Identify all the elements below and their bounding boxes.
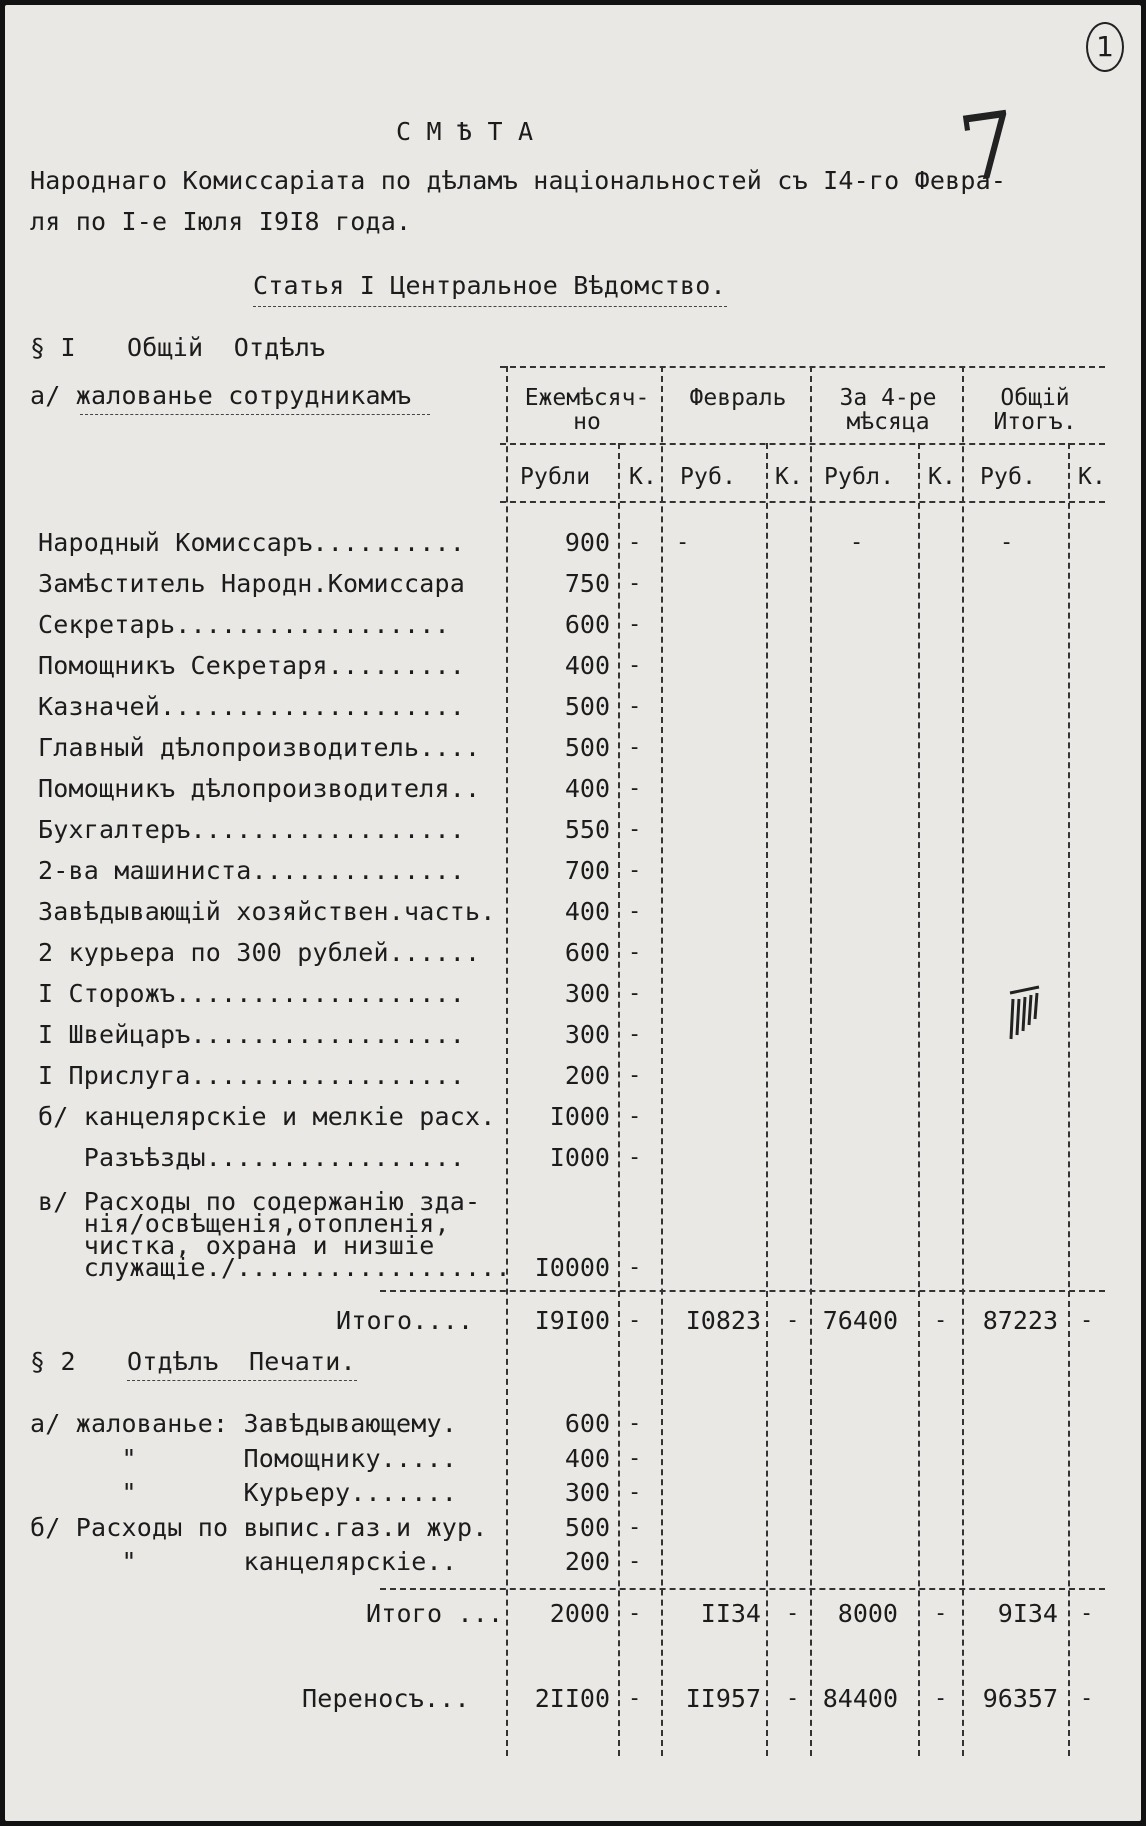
carry-over-four-months-kop: - <box>934 1686 948 1711</box>
page-number: 1 <box>1086 22 1124 72</box>
section1-kop: - <box>628 735 642 760</box>
section1-kop: - <box>628 694 642 719</box>
section1-total-four-months: 76400 <box>822 1306 898 1335</box>
building-kop: - <box>628 1255 642 1280</box>
header-kop-1: К. <box>629 464 658 490</box>
section1-amount: 400 <box>564 651 610 680</box>
header-rub-4: Руб. <box>980 464 1037 490</box>
section1-total-total: 87223 <box>982 1306 1058 1335</box>
article-underline <box>253 306 727 307</box>
section2-total-four-months-kop: - <box>934 1601 948 1626</box>
header-monthly: Ежемѣсяч- но <box>524 385 650 435</box>
section1-label: Помощникъ дѣлопроизводителя.. <box>38 774 481 803</box>
salary-heading-underline <box>80 414 430 415</box>
section1-label: Разъѣзды................. <box>38 1143 466 1172</box>
section1-amount: 600 <box>564 938 610 967</box>
header-rub-2: Руб. <box>680 464 737 490</box>
table-top-rule <box>500 366 1105 368</box>
section1-total-kop: - <box>1000 530 1014 555</box>
section1-amount: 550 <box>564 815 610 844</box>
section1-kop: - <box>628 899 642 924</box>
section1-label: 2 курьера по 300 рублей...... <box>38 938 481 967</box>
section1-label: Завѣдывающій хозяйствен.часть. <box>38 897 496 926</box>
section1-four-kop: - <box>850 530 864 555</box>
building-line2: нія/освѣщенія,отопленія, <box>38 1209 450 1238</box>
grid-col-total <box>962 366 964 1756</box>
grid-col-february-kop <box>766 443 768 1756</box>
section1-total-rule <box>380 1290 1105 1292</box>
building-line3: чистка, охрана и низшіе <box>38 1231 435 1260</box>
section1-label: Бухгалтеръ.................. <box>38 815 466 844</box>
building-amount: I0000 <box>534 1253 610 1282</box>
section1-amount: 200 <box>564 1061 610 1090</box>
section2-kop: - <box>628 1480 642 1505</box>
section2-total-monthly-kop: - <box>628 1601 642 1626</box>
carry-over-label: Переносъ... <box>302 1684 470 1713</box>
section2-kop: - <box>628 1411 642 1436</box>
section2-total-february-kop: - <box>786 1601 800 1626</box>
section1-feb-kop: - <box>676 530 690 555</box>
carry-over-monthly: 2II00 <box>534 1684 610 1713</box>
section2-amount: 300 <box>564 1478 610 1507</box>
section2-label: " канцелярскіе.. <box>30 1547 458 1576</box>
section2-label: б/ Расходы по выпис.газ.и жур. <box>30 1512 488 1542</box>
section1-amount: 500 <box>564 733 610 762</box>
section2-label: а/ жалованье: Завѣдывающему. <box>30 1409 458 1438</box>
section1-kop: - <box>628 530 642 555</box>
section2-total-monthly: 2000 <box>549 1599 610 1628</box>
header-kop-4: К. <box>1078 464 1107 490</box>
document-title: С М Ѣ Т А <box>396 117 534 146</box>
section2-label: " Курьеру....... <box>30 1478 458 1507</box>
carry-over-february: II957 <box>685 1684 761 1713</box>
section1-amount: 900 <box>564 528 610 557</box>
section2-total-total-kop: - <box>1080 1601 1094 1626</box>
header-kop-3: К. <box>928 464 957 490</box>
section1-amount: 300 <box>564 979 610 1008</box>
section2-kop: - <box>628 1514 642 1540</box>
table-header-rule <box>500 443 1105 445</box>
grid-col-total-kop <box>1068 443 1070 1756</box>
section1-amount: 400 <box>564 897 610 926</box>
grid-col-four-months-kop <box>918 443 920 1756</box>
section1-amount: 700 <box>564 856 610 885</box>
carry-over-monthly-kop: - <box>628 1686 642 1711</box>
section2-kop: - <box>628 1445 642 1471</box>
section1-total-label: Итого.... <box>336 1306 474 1335</box>
handwritten-mark: 7 <box>952 91 1025 204</box>
section1-total-monthly: I9I00 <box>534 1306 610 1335</box>
carry-over-february-kop: - <box>786 1686 800 1711</box>
section1-total-monthly-kop: - <box>628 1308 642 1333</box>
section2-amount: 200 <box>564 1547 610 1576</box>
carry-over-total: 96357 <box>982 1684 1058 1713</box>
document-subtitle-line2: ля по I-е Iюля I9I8 года. <box>30 207 412 236</box>
section1-amount: 750 <box>564 569 610 598</box>
header-rub-3: Рубл. <box>824 464 895 490</box>
article-heading: Статья I Центральное Вѣдомство. <box>253 271 726 300</box>
grid-col-monthly-kop <box>618 443 620 1756</box>
section1-kop: - <box>628 1063 642 1088</box>
section1-kop: - <box>628 776 642 801</box>
header-four-months: За 4-ре мѣсяца <box>839 385 937 435</box>
building-line4: служащіе./.................. <box>38 1253 511 1282</box>
section1-label: Главный дѣлопроизводитель.... <box>38 733 481 762</box>
section2-total-total: 9I34 <box>997 1599 1058 1628</box>
section2-total-label: Итого ... <box>366 1599 504 1628</box>
document-subtitle-line1: Народнаго Комиссаріата по дѣламъ національностей съ I4-го Февра- <box>30 166 1007 195</box>
section2-label: " Помощнику..... <box>30 1443 458 1473</box>
section1-kop: - <box>628 1145 642 1170</box>
section2-amount: 600 <box>564 1409 610 1438</box>
carry-over-total-kop: - <box>1080 1686 1094 1711</box>
section1-label: I Сторожъ................... <box>38 979 466 1008</box>
section2-title: Отдѣлъ Печати. <box>127 1347 356 1376</box>
section1-amount: 300 <box>564 1020 610 1049</box>
pen-mark-icon <box>1005 985 1045 1045</box>
section1-amount: 500 <box>564 692 610 721</box>
section1-label: Народный Комиссаръ.......... <box>38 528 466 557</box>
section1-kop: - <box>628 1022 642 1047</box>
section1-total-total-kop: - <box>1080 1308 1094 1333</box>
section1-kop: - <box>628 817 642 842</box>
section2-total-four-months: 8000 <box>837 1599 898 1628</box>
section2-amount: 500 <box>564 1512 610 1542</box>
carry-over-four-months: 84400 <box>822 1684 898 1713</box>
section1-label: б/ канцелярскіе и мелкіе расх. <box>38 1102 496 1131</box>
section1-label: Казначей.................... <box>38 692 466 721</box>
section1-label: Секретарь.................. <box>38 610 450 639</box>
grid-col-four-months <box>810 366 812 1756</box>
section1-kop: - <box>628 571 642 596</box>
salary-heading: а/ жалованье сотрудникамъ <box>30 381 412 410</box>
section2-number: § 2 <box>30 1347 76 1376</box>
section1-amount: 400 <box>564 774 610 803</box>
section1-label: 2-ва машиниста.............. <box>38 856 466 885</box>
section1-total-four-months-kop: - <box>934 1308 948 1333</box>
section1-label: Помощникъ Секретаря......... <box>38 651 466 680</box>
section1-amount: I000 <box>549 1102 610 1131</box>
header-february: Февраль <box>689 385 787 411</box>
section1-kop: - <box>628 653 642 678</box>
section1-kop: - <box>628 940 642 965</box>
section1-label: Замѣститель Народн.Комиссара <box>38 569 466 598</box>
section1-amount: 600 <box>564 610 610 639</box>
section1-title: Общій Отдѣлъ <box>127 333 326 362</box>
header-kop-2: К. <box>775 464 804 490</box>
section1-kop: - <box>628 612 642 637</box>
section1-total-february-kop: - <box>786 1308 800 1333</box>
header-total: Общій Итогъ. <box>993 385 1077 435</box>
section2-amount: 400 <box>564 1443 610 1473</box>
grid-col-february <box>661 366 663 1756</box>
section2-kop: - <box>628 1549 642 1574</box>
section1-label: I Прислуга.................. <box>38 1061 466 1090</box>
section1-label: I Швейцаръ.................. <box>38 1020 466 1049</box>
section1-amount: I000 <box>549 1143 610 1172</box>
header-rub-1: Рубли <box>520 464 591 490</box>
section2-total-rule <box>380 1588 1105 1590</box>
building-line1: в/ Расходы по содержанію зда- <box>38 1187 481 1216</box>
section1-total-february: I0823 <box>685 1306 761 1335</box>
table-subheader-rule <box>500 501 1105 503</box>
section2-title-underline <box>127 1380 357 1381</box>
section1-kop: - <box>628 981 642 1006</box>
section1-number: § I <box>30 333 76 362</box>
section1-kop: - <box>628 858 642 883</box>
section2-total-february: II34 <box>700 1599 761 1628</box>
section1-kop: - <box>628 1104 642 1129</box>
